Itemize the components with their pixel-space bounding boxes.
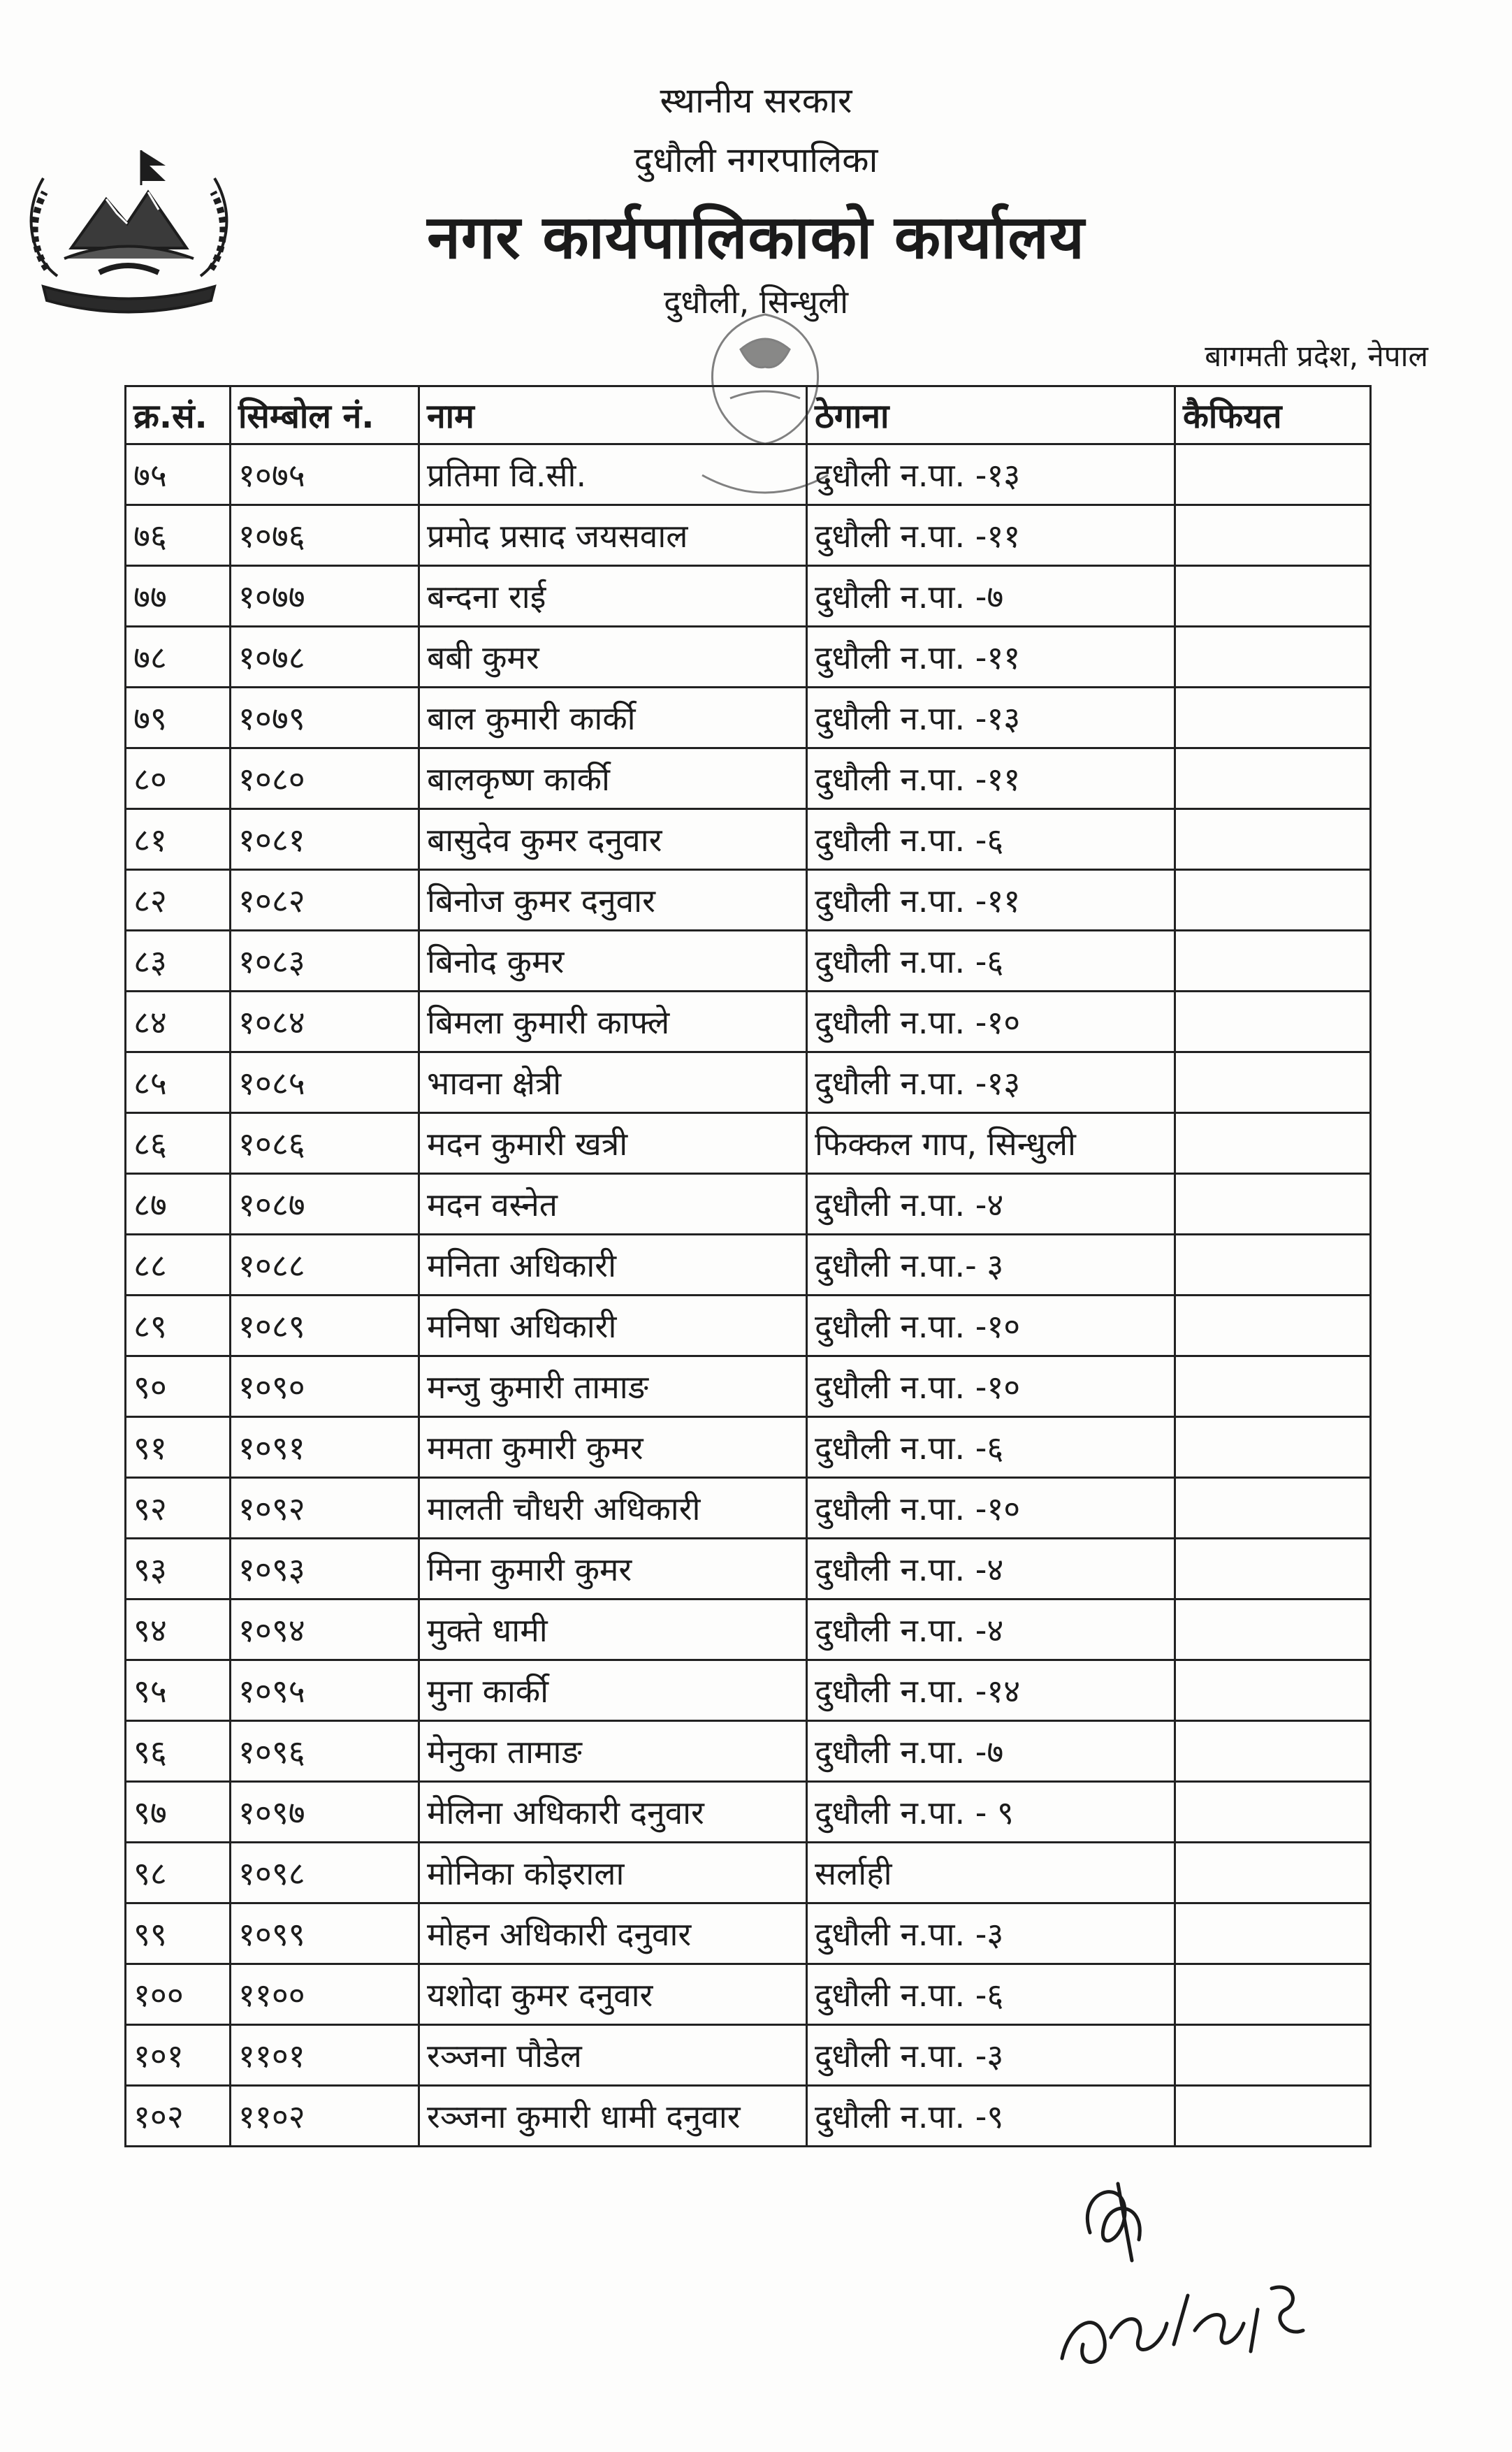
remarks-cell	[1175, 1843, 1371, 1903]
remarks-cell	[1175, 1660, 1371, 1721]
symbol-cell: ११०१	[231, 2025, 419, 2086]
name-cell: यशोदा कुमर दनुवार	[419, 1964, 807, 2025]
office-title: नगर कार्यपालिकाको कार्यालय	[427, 203, 1085, 273]
address-cell: दुधौली न.पा. -७	[807, 1721, 1175, 1782]
address-cell: दुधौली न.पा. -११	[807, 748, 1175, 809]
address-cell: दुधौली न.पा. -१३	[807, 444, 1175, 505]
symbol-cell: १०९१	[231, 1417, 419, 1478]
name-cell: बिनोद कुमर	[419, 931, 807, 992]
office-location: दुधौली, सिन्धुली	[663, 283, 849, 321]
serial-cell: ७८	[126, 627, 231, 688]
remarks-cell	[1175, 1721, 1371, 1782]
address-cell: दुधौली न.पा. -१०	[807, 1296, 1175, 1356]
table-row	[126, 1235, 1371, 1296]
symbol-cell: १०९६	[231, 1721, 419, 1782]
symbol-cell: १०८८	[231, 1235, 419, 1296]
name-cell: मुना कार्की	[419, 1660, 807, 1721]
serial-cell: ८१	[126, 809, 231, 870]
address-cell: दुधौली न.पा. -३	[807, 2025, 1175, 2086]
table-row	[126, 627, 1371, 688]
table-row	[126, 1964, 1371, 2025]
serial-cell: १०१	[126, 2025, 231, 2086]
serial-cell: ९९	[126, 1903, 231, 1964]
remarks-cell	[1175, 505, 1371, 566]
serial-cell: ७९	[126, 688, 231, 748]
serial-cell: ८५	[126, 1052, 231, 1113]
address-cell: दुधौली न.पा. -७	[807, 566, 1175, 627]
symbol-cell: १०८७	[231, 1174, 419, 1235]
symbol-cell: १०८४	[231, 992, 419, 1052]
symbol-cell: १०८५	[231, 1052, 419, 1113]
name-cell: मदन कुमारी खत्री	[419, 1113, 807, 1174]
serial-cell: ८९	[126, 1296, 231, 1356]
remarks-cell	[1175, 1417, 1371, 1478]
remarks-cell	[1175, 1235, 1371, 1296]
address-cell: दुधौली न.पा. -११	[807, 627, 1175, 688]
table-row	[126, 1539, 1371, 1599]
address-cell: दुधौली न.पा. -४	[807, 1599, 1175, 1660]
symbol-cell: १०९०	[231, 1356, 419, 1417]
table-row	[126, 992, 1371, 1052]
serial-cell: ९०	[126, 1356, 231, 1417]
address-cell: दुधौली न.पा. -६	[807, 1417, 1175, 1478]
symbol-cell: १०९९	[231, 1903, 419, 1964]
remarks-cell	[1175, 1113, 1371, 1174]
table-row	[126, 1721, 1371, 1782]
name-cell: मनिषा अधिकारी	[419, 1296, 807, 1356]
name-cell: मेलिना अधिकारी दनुवार	[419, 1782, 807, 1843]
address-cell: दुधौली न.पा. -६	[807, 809, 1175, 870]
address-cell: दुधौली न.पा. -१३	[807, 1052, 1175, 1113]
symbol-cell: १०९८	[231, 1843, 419, 1903]
remarks-cell	[1175, 2025, 1371, 2086]
table-row	[126, 809, 1371, 870]
symbol-cell: १०९५	[231, 1660, 419, 1721]
address-cell: दुधौली न.पा. -१०	[807, 1478, 1175, 1539]
serial-cell: १०२	[126, 2086, 231, 2147]
serial-cell: ९५	[126, 1660, 231, 1721]
table-row	[126, 2025, 1371, 2086]
name-cell: बाल कुमारी कार्की	[419, 688, 807, 748]
name-cell: बिनोज कुमर दनुवार	[419, 870, 807, 931]
signature-icon	[1048, 2170, 1314, 2379]
remarks-cell	[1175, 1296, 1371, 1356]
remarks-cell	[1175, 992, 1371, 1052]
symbol-cell: १०७९	[231, 688, 419, 748]
remarks-cell	[1175, 627, 1371, 688]
symbol-cell: १०८०	[231, 748, 419, 809]
address-cell: दुधौली न.पा. -१०	[807, 992, 1175, 1052]
government-level: स्थानीय सरकार	[660, 80, 852, 121]
remarks-header: कैफियत	[1175, 386, 1371, 444]
symbol-cell: १०९३	[231, 1539, 419, 1599]
symbol-cell: १०८१	[231, 809, 419, 870]
address-header: ठेगाना	[807, 386, 1175, 444]
address-cell: दुधौली न.पा. -१३	[807, 688, 1175, 748]
name-cell: बबी कुमर	[419, 627, 807, 688]
name-cell: मालती चौधरी अधिकारी	[419, 1478, 807, 1539]
address-cell: दुधौली न.पा.- ३	[807, 1235, 1175, 1296]
name-cell: प्रमोद प्रसाद जयसवाल	[419, 505, 807, 566]
table-row	[126, 1417, 1371, 1478]
remarks-cell	[1175, 1174, 1371, 1235]
name-cell: मन्जु कुमारी तामाङ	[419, 1356, 807, 1417]
table-row	[126, 1296, 1371, 1356]
table-row	[126, 1660, 1371, 1721]
serial-cell: ८७	[126, 1174, 231, 1235]
name-cell: बालकृष्ण कार्की	[419, 748, 807, 809]
remarks-cell	[1175, 1599, 1371, 1660]
table-row	[126, 1174, 1371, 1235]
table-row	[126, 566, 1371, 627]
symbol-cell: १०८९	[231, 1296, 419, 1356]
serial-cell: ८४	[126, 992, 231, 1052]
symbol-cell: १०७७	[231, 566, 419, 627]
table-row	[126, 1782, 1371, 1843]
remarks-cell	[1175, 809, 1371, 870]
remarks-cell	[1175, 566, 1371, 627]
symbol-cell: १०८३	[231, 931, 419, 992]
table-row	[126, 1356, 1371, 1417]
name-cell: मिना कुमारी कुमर	[419, 1539, 807, 1599]
remarks-cell	[1175, 1903, 1371, 1964]
name-cell: बिमला कुमारी काफ्ले	[419, 992, 807, 1052]
remarks-cell	[1175, 444, 1371, 505]
serial-cell: ८२	[126, 870, 231, 931]
serial-cell: ७६	[126, 505, 231, 566]
table-row	[126, 1903, 1371, 1964]
remarks-cell	[1175, 1478, 1371, 1539]
address-cell: दुधौली न.पा. -११	[807, 505, 1175, 566]
name-cell: ममता कुमारी कुमर	[419, 1417, 807, 1478]
name-cell: मोनिका कोइराला	[419, 1843, 807, 1903]
table-row	[126, 1599, 1371, 1660]
serial-cell: ९६	[126, 1721, 231, 1782]
serial-cell: १००	[126, 1964, 231, 2025]
remarks-cell	[1175, 748, 1371, 809]
address-cell: दुधौली न.पा. -६	[807, 1964, 1175, 2025]
name-cell: मदन वस्नेत	[419, 1174, 807, 1235]
symbol-cell: ११००	[231, 1964, 419, 2025]
symbol-cell: १०८२	[231, 870, 419, 931]
province-name: बागमती प्रदेश, नेपाल	[1205, 339, 1428, 373]
serial-cell: ९१	[126, 1417, 231, 1478]
symbol-cell: १०७८	[231, 627, 419, 688]
name-cell: बासुदेव कुमर दनुवार	[419, 809, 807, 870]
remarks-cell	[1175, 1052, 1371, 1113]
name-cell: प्रतिमा वि.सी.	[419, 444, 807, 505]
symbol-cell: ११०२	[231, 2086, 419, 2147]
remarks-cell	[1175, 1356, 1371, 1417]
symbol-cell: १०९४	[231, 1599, 419, 1660]
address-cell: दुधौली न.पा. -९	[807, 2086, 1175, 2147]
table-row	[126, 1478, 1371, 1539]
address-cell: दुधौली न.पा. -११	[807, 870, 1175, 931]
table-row	[126, 2086, 1371, 2147]
remarks-cell	[1175, 870, 1371, 931]
symbol-cell: १०७५	[231, 444, 419, 505]
serial-cell: ८८	[126, 1235, 231, 1296]
address-cell: दुधौली न.पा. -६	[807, 931, 1175, 992]
serial-cell: ९८	[126, 1843, 231, 1903]
symbol-cell: १०८६	[231, 1113, 419, 1174]
serial-header: क्र.सं.	[126, 386, 231, 444]
name-cell: बन्दना राई	[419, 566, 807, 627]
remarks-cell	[1175, 688, 1371, 748]
serial-cell: ७७	[126, 566, 231, 627]
table-row	[126, 1052, 1371, 1113]
address-cell: दुधौली न.पा. -४	[807, 1174, 1175, 1235]
symbol-header: सिम्बोल नं.	[231, 386, 419, 444]
serial-cell: ९४	[126, 1599, 231, 1660]
symbol-cell: १०९७	[231, 1782, 419, 1843]
address-cell: फिक्कल गाप, सिन्धुली	[807, 1113, 1175, 1174]
municipality-name: दुधौली नगरपालिका	[634, 140, 878, 180]
serial-cell: ९७	[126, 1782, 231, 1843]
remarks-cell	[1175, 2086, 1371, 2147]
serial-cell: ९३	[126, 1539, 231, 1599]
serial-cell: ८६	[126, 1113, 231, 1174]
office-seal-icon	[660, 300, 870, 531]
name-cell: मेनुका तामाङ	[419, 1721, 807, 1782]
table-row	[126, 870, 1371, 931]
name-cell: मुक्ते धामी	[419, 1599, 807, 1660]
table-row	[126, 748, 1371, 809]
name-cell: मनिता अधिकारी	[419, 1235, 807, 1296]
address-cell: दुधौली न.पा. -१०	[807, 1356, 1175, 1417]
serial-cell: ७५	[126, 444, 231, 505]
table-row	[126, 688, 1371, 748]
remarks-cell	[1175, 1964, 1371, 2025]
name-cell: रञ्जना पौडेल	[419, 2025, 807, 2086]
table-row	[126, 1843, 1371, 1903]
remarks-cell	[1175, 1539, 1371, 1599]
name-header: नाम	[419, 386, 807, 444]
address-cell: दुधौली न.पा. -४	[807, 1539, 1175, 1599]
serial-cell: ८३	[126, 931, 231, 992]
address-cell: दुधौली न.पा. -३	[807, 1903, 1175, 1964]
remarks-cell	[1175, 1782, 1371, 1843]
results-table	[124, 385, 1372, 2147]
name-cell: मोहन अधिकारी दनुवार	[419, 1903, 807, 1964]
address-cell: दुधौली न.पा. -१४	[807, 1660, 1175, 1721]
name-cell: रञ्जना कुमारी धामी दनुवार	[419, 2086, 807, 2147]
serial-cell: ९२	[126, 1478, 231, 1539]
table-row	[126, 1113, 1371, 1174]
name-cell: भावना क्षेत्री	[419, 1052, 807, 1113]
address-cell: दुधौली न.पा. - ९	[807, 1782, 1175, 1843]
symbol-cell: १०९२	[231, 1478, 419, 1539]
remarks-cell	[1175, 931, 1371, 992]
symbol-cell: १०७६	[231, 505, 419, 566]
serial-cell: ८०	[126, 748, 231, 809]
address-cell: सर्लाही	[807, 1843, 1175, 1903]
table-row	[126, 931, 1371, 992]
